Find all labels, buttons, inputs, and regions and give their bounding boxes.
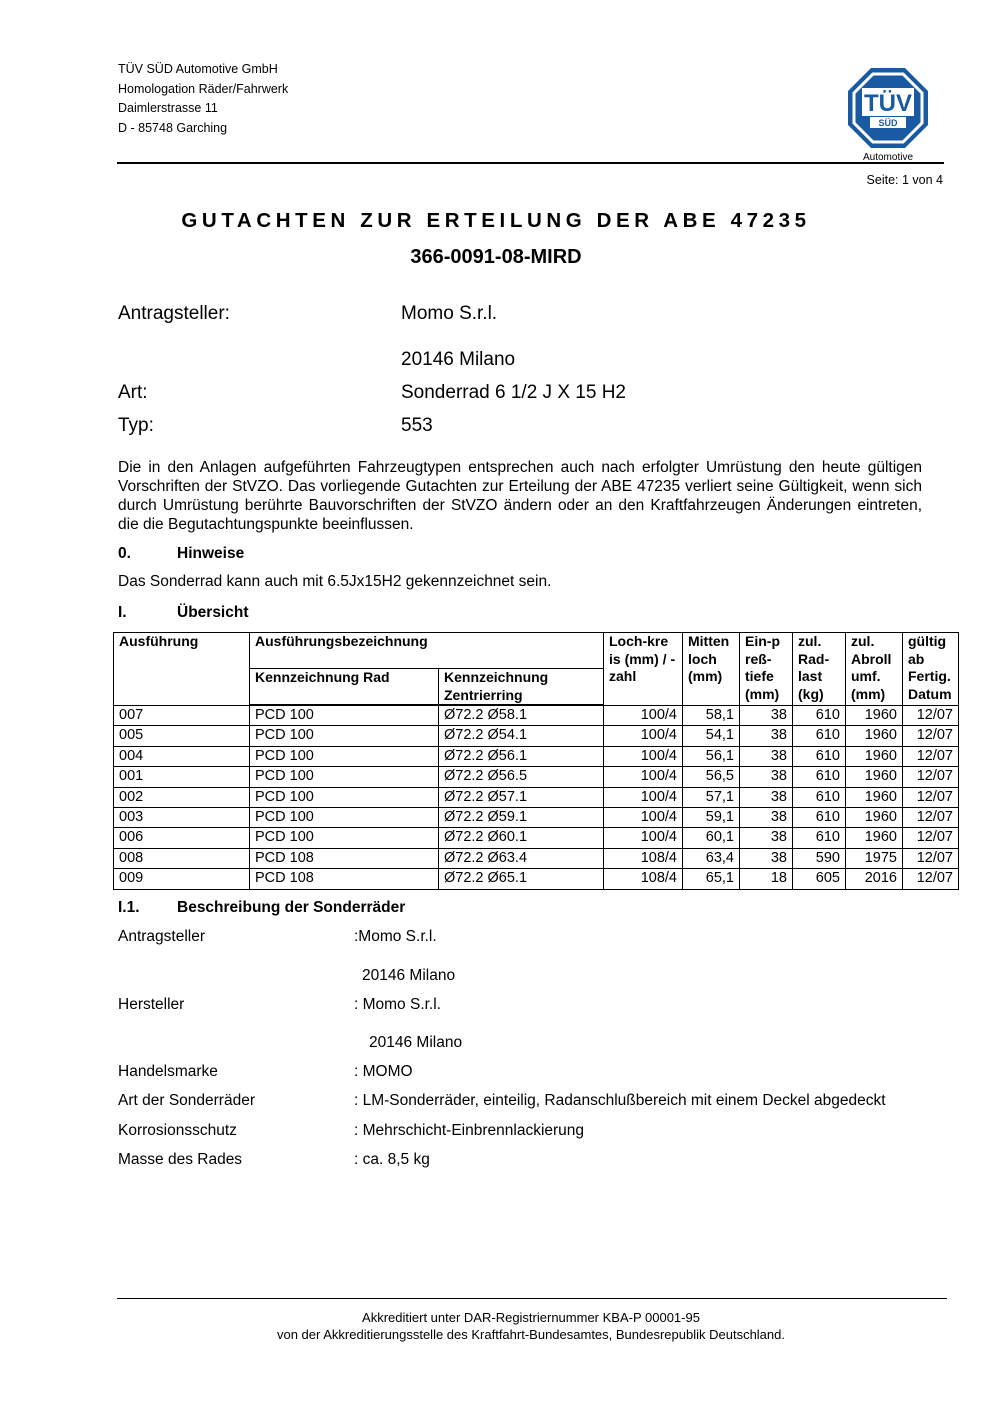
- header-cell: Ausführungsbezeichnung: [250, 633, 604, 669]
- table-cell: 18: [740, 869, 793, 889]
- table-cell: 59,1: [683, 807, 740, 827]
- model-label: Typ:: [118, 415, 154, 436]
- table-cell: 38: [740, 726, 793, 746]
- desc-wheel-type-label: Art der Sonderräder: [118, 1092, 255, 1109]
- table-cell: PCD 100: [250, 807, 439, 827]
- table-cell: 1960: [846, 828, 903, 848]
- table-cell: 12/07: [903, 705, 959, 726]
- header-cell: Kennzeichnung Rad: [250, 669, 439, 706]
- table-cell: 58,1: [683, 705, 740, 726]
- desc-applicant-city: 20146 Milano: [362, 967, 456, 984]
- table-cell: PCD 100: [250, 828, 439, 848]
- section-number: I.1.: [118, 899, 140, 916]
- table-cell: 12/07: [903, 807, 959, 827]
- table-cell: 108/4: [604, 869, 683, 889]
- table-cell: 610: [793, 705, 846, 726]
- table-cell: PCD 100: [250, 787, 439, 807]
- table-cell: PCD 100: [250, 767, 439, 787]
- table-cell: 38: [740, 848, 793, 868]
- desc-corrosion-value: : Mehrschicht-Einbrennlackierung: [354, 1122, 585, 1139]
- desc-manufacturer-label: Hersteller: [118, 996, 185, 1013]
- table-cell: 610: [793, 746, 846, 766]
- table-row: [114, 705, 959, 726]
- table-cell: 005: [114, 726, 250, 746]
- table-cell: 008: [114, 848, 250, 868]
- desc-corrosion-label: Korrosionsschutz: [118, 1122, 237, 1139]
- hint-text: Das Sonderrad kann auch mit 6.5Jx15H2 gekennzeichnet sein.: [118, 573, 552, 590]
- table-cell: 1960: [846, 705, 903, 726]
- table-cell: 57,1: [683, 787, 740, 807]
- table-cell: PCD 108: [250, 848, 439, 868]
- desc-wheel-type-value: : LM-Sonderräder, einteilig, Radanschlußbereich mit einem Deckel abgedeckt: [354, 1092, 886, 1109]
- table-cell: Ø72.2 Ø59.1: [439, 807, 604, 827]
- table-cell: 38: [740, 705, 793, 726]
- table-cell: 38: [740, 787, 793, 807]
- address-line: Daimlerstrasse 11: [118, 101, 218, 115]
- table-cell: Ø72.2 Ø56.1: [439, 746, 604, 766]
- table-cell: 12/07: [903, 828, 959, 848]
- table-cell: 100/4: [604, 705, 683, 726]
- desc-mass-label: Masse des Rades: [118, 1151, 243, 1168]
- table-cell: 610: [793, 767, 846, 787]
- table-cell: 12/07: [903, 787, 959, 807]
- desc-applicant-value: :Momo S.r.l.: [354, 928, 437, 945]
- table-cell: 1960: [846, 807, 903, 827]
- table-cell: 610: [793, 828, 846, 848]
- table-cell: 002: [114, 787, 250, 807]
- applicant-value: Momo S.r.l.: [401, 303, 498, 324]
- desc-manufacturer-city: 20146 Milano: [369, 1034, 463, 1051]
- table-cell: Ø72.2 Ø57.1: [439, 787, 604, 807]
- desc-mass-value: : ca. 8,5 kg: [354, 1151, 430, 1168]
- table-cell: 007: [114, 705, 250, 726]
- address-line: Homologation Räder/Fahrwerk: [118, 81, 289, 96]
- issuer-address: [118, 60, 288, 138]
- type-class-label: Art:: [118, 382, 148, 403]
- overview-table-body: [114, 705, 959, 889]
- header-divider: [117, 162, 944, 164]
- table-cell: 100/4: [604, 767, 683, 787]
- table-cell: 2016: [846, 869, 903, 889]
- table-cell: 605: [793, 869, 846, 889]
- table-cell: 100/4: [604, 807, 683, 827]
- type-class-value: Sonderrad 6 1/2 J X 15 H2: [401, 382, 626, 403]
- table-cell: 38: [740, 767, 793, 787]
- tuv-octagon-icon: [848, 68, 928, 164]
- table-cell: PCD 100: [250, 705, 439, 726]
- table-cell: PCD 100: [250, 726, 439, 746]
- document-number: 366-0091-08-MIRD: [410, 246, 582, 268]
- table-cell: 108/4: [604, 848, 683, 868]
- applicant-label: Antragsteller:: [118, 303, 230, 324]
- section-title: Beschreibung der Sonderräder: [177, 899, 406, 916]
- section-number: 0.: [118, 545, 131, 562]
- table-cell: 38: [740, 807, 793, 827]
- table-cell: 590: [793, 848, 846, 868]
- logo-top-text: TÜV: [864, 90, 912, 117]
- table-cell: 006: [114, 828, 250, 848]
- table-cell: 65,1: [683, 869, 740, 889]
- table-cell: 610: [793, 787, 846, 807]
- header-cell: Ein-p reß- tiefe (mm): [740, 633, 793, 706]
- table-cell: 001: [114, 767, 250, 787]
- footer-authority: von der Akkreditierungsstelle des Kraftfahrt-Bundesamtes, Bundesrepublik Deutschland.: [276, 1327, 785, 1342]
- table-cell: 56,5: [683, 767, 740, 787]
- table-cell: 12/07: [903, 767, 959, 787]
- page-number: Seite: 1 von 4: [866, 173, 943, 187]
- header-cell: Kennzeichnung Zentrierring: [439, 669, 604, 706]
- table-row: [114, 767, 959, 787]
- table-cell: 12/07: [903, 848, 959, 868]
- desc-applicant-label: Antragsteller: [118, 928, 206, 945]
- table-cell: Ø72.2 Ø56.5: [439, 767, 604, 787]
- table-cell: Ø72.2 Ø63.4: [439, 848, 604, 868]
- table-cell: 100/4: [604, 726, 683, 746]
- desc-manufacturer-value: : Momo S.r.l.: [354, 996, 441, 1013]
- table-cell: PCD 100: [250, 746, 439, 766]
- table-cell: 1960: [846, 746, 903, 766]
- table-cell: 004: [114, 746, 250, 766]
- footer-divider: [117, 1298, 947, 1299]
- table-row: [114, 807, 959, 827]
- table-row: [114, 746, 959, 766]
- document-title: GUTACHTEN ZUR ERTEILUNG DER ABE 47235: [181, 209, 811, 232]
- section-title: Übersicht: [177, 604, 249, 621]
- table-cell: 1960: [846, 787, 903, 807]
- logo-bottom-text: SÜD: [878, 118, 898, 128]
- header-cell: Ausführung: [114, 633, 250, 706]
- overview-table: [113, 632, 959, 890]
- table-cell: 38: [740, 746, 793, 766]
- table-cell: 56,1: [683, 746, 740, 766]
- table-cell: Ø72.2 Ø60.1: [439, 828, 604, 848]
- address-line: D - 85748 Garching: [118, 120, 228, 135]
- address-line: TÜV SÜD Automotive GmbH: [118, 62, 278, 76]
- header-cell: gültig ab Fertig. Datum: [903, 633, 959, 706]
- table-row: [114, 787, 959, 807]
- table-cell: 63,4: [683, 848, 740, 868]
- table-cell: 12/07: [903, 869, 959, 889]
- table-row: [114, 828, 959, 848]
- table-cell: 1975: [846, 848, 903, 868]
- header-cell: zul. Abroll umf. (mm): [846, 633, 903, 706]
- table-cell: 100/4: [604, 746, 683, 766]
- intro-paragraph: Die in den Anlagen aufgeführten Fahrzeugtypen entsprechen auch nach erfolgter Umrüstung den heute gültigen Vorschriften der StVZO. Das vorliegende Gutachten zur Erteilung der ABE 47235 verliert seine Gültigkeit, wenn sich durch Umrüstung berührte Bauvorschriften der StVZO ändern oder an den Kraftfahrzeugen Änderungen eintreten, die die Begutachtungspunkte beeinflussen.: [118, 459, 922, 533]
- table-cell: Ø72.2 Ø58.1: [439, 705, 604, 726]
- desc-brand-value: : MOMO: [354, 1063, 413, 1080]
- table-cell: 1960: [846, 767, 903, 787]
- model-value: 553: [401, 415, 433, 436]
- table-cell: 38: [740, 828, 793, 848]
- table-cell: 12/07: [903, 746, 959, 766]
- table-row: [114, 848, 959, 868]
- table-cell: 54,1: [683, 726, 740, 746]
- section-number: I.: [118, 604, 127, 621]
- table-cell: 610: [793, 726, 846, 746]
- table-cell: 100/4: [604, 787, 683, 807]
- table-cell: 12/07: [903, 726, 959, 746]
- section-title: Hinweise: [177, 545, 245, 562]
- logo-caption: Automotive: [862, 152, 914, 163]
- table-cell: 003: [114, 807, 250, 827]
- tuv-sud-logo: [848, 68, 928, 164]
- header-cell: zul. Rad- last (kg): [793, 633, 846, 706]
- table-cell: 100/4: [604, 828, 683, 848]
- table-cell: Ø72.2 Ø65.1: [439, 869, 604, 889]
- header-cell: Mitten loch (mm): [683, 633, 740, 706]
- header-cell: Loch-kre is (mm) / -zahl: [604, 633, 683, 706]
- footer-accreditation: Akkreditiert unter DAR-Registriernummer KBA-P 00001-95: [362, 1310, 700, 1325]
- table-row: [114, 726, 959, 746]
- table-cell: 610: [793, 807, 846, 827]
- desc-brand-label: Handelsmarke: [118, 1063, 218, 1080]
- table-cell: 1960: [846, 726, 903, 746]
- applicant-city: 20146 Milano: [401, 349, 516, 370]
- table-cell: Ø72.2 Ø54.1: [439, 726, 604, 746]
- table-cell: PCD 108: [250, 869, 439, 889]
- table-cell: 60,1: [683, 828, 740, 848]
- table-cell: 009: [114, 869, 250, 889]
- table-row: [114, 869, 959, 889]
